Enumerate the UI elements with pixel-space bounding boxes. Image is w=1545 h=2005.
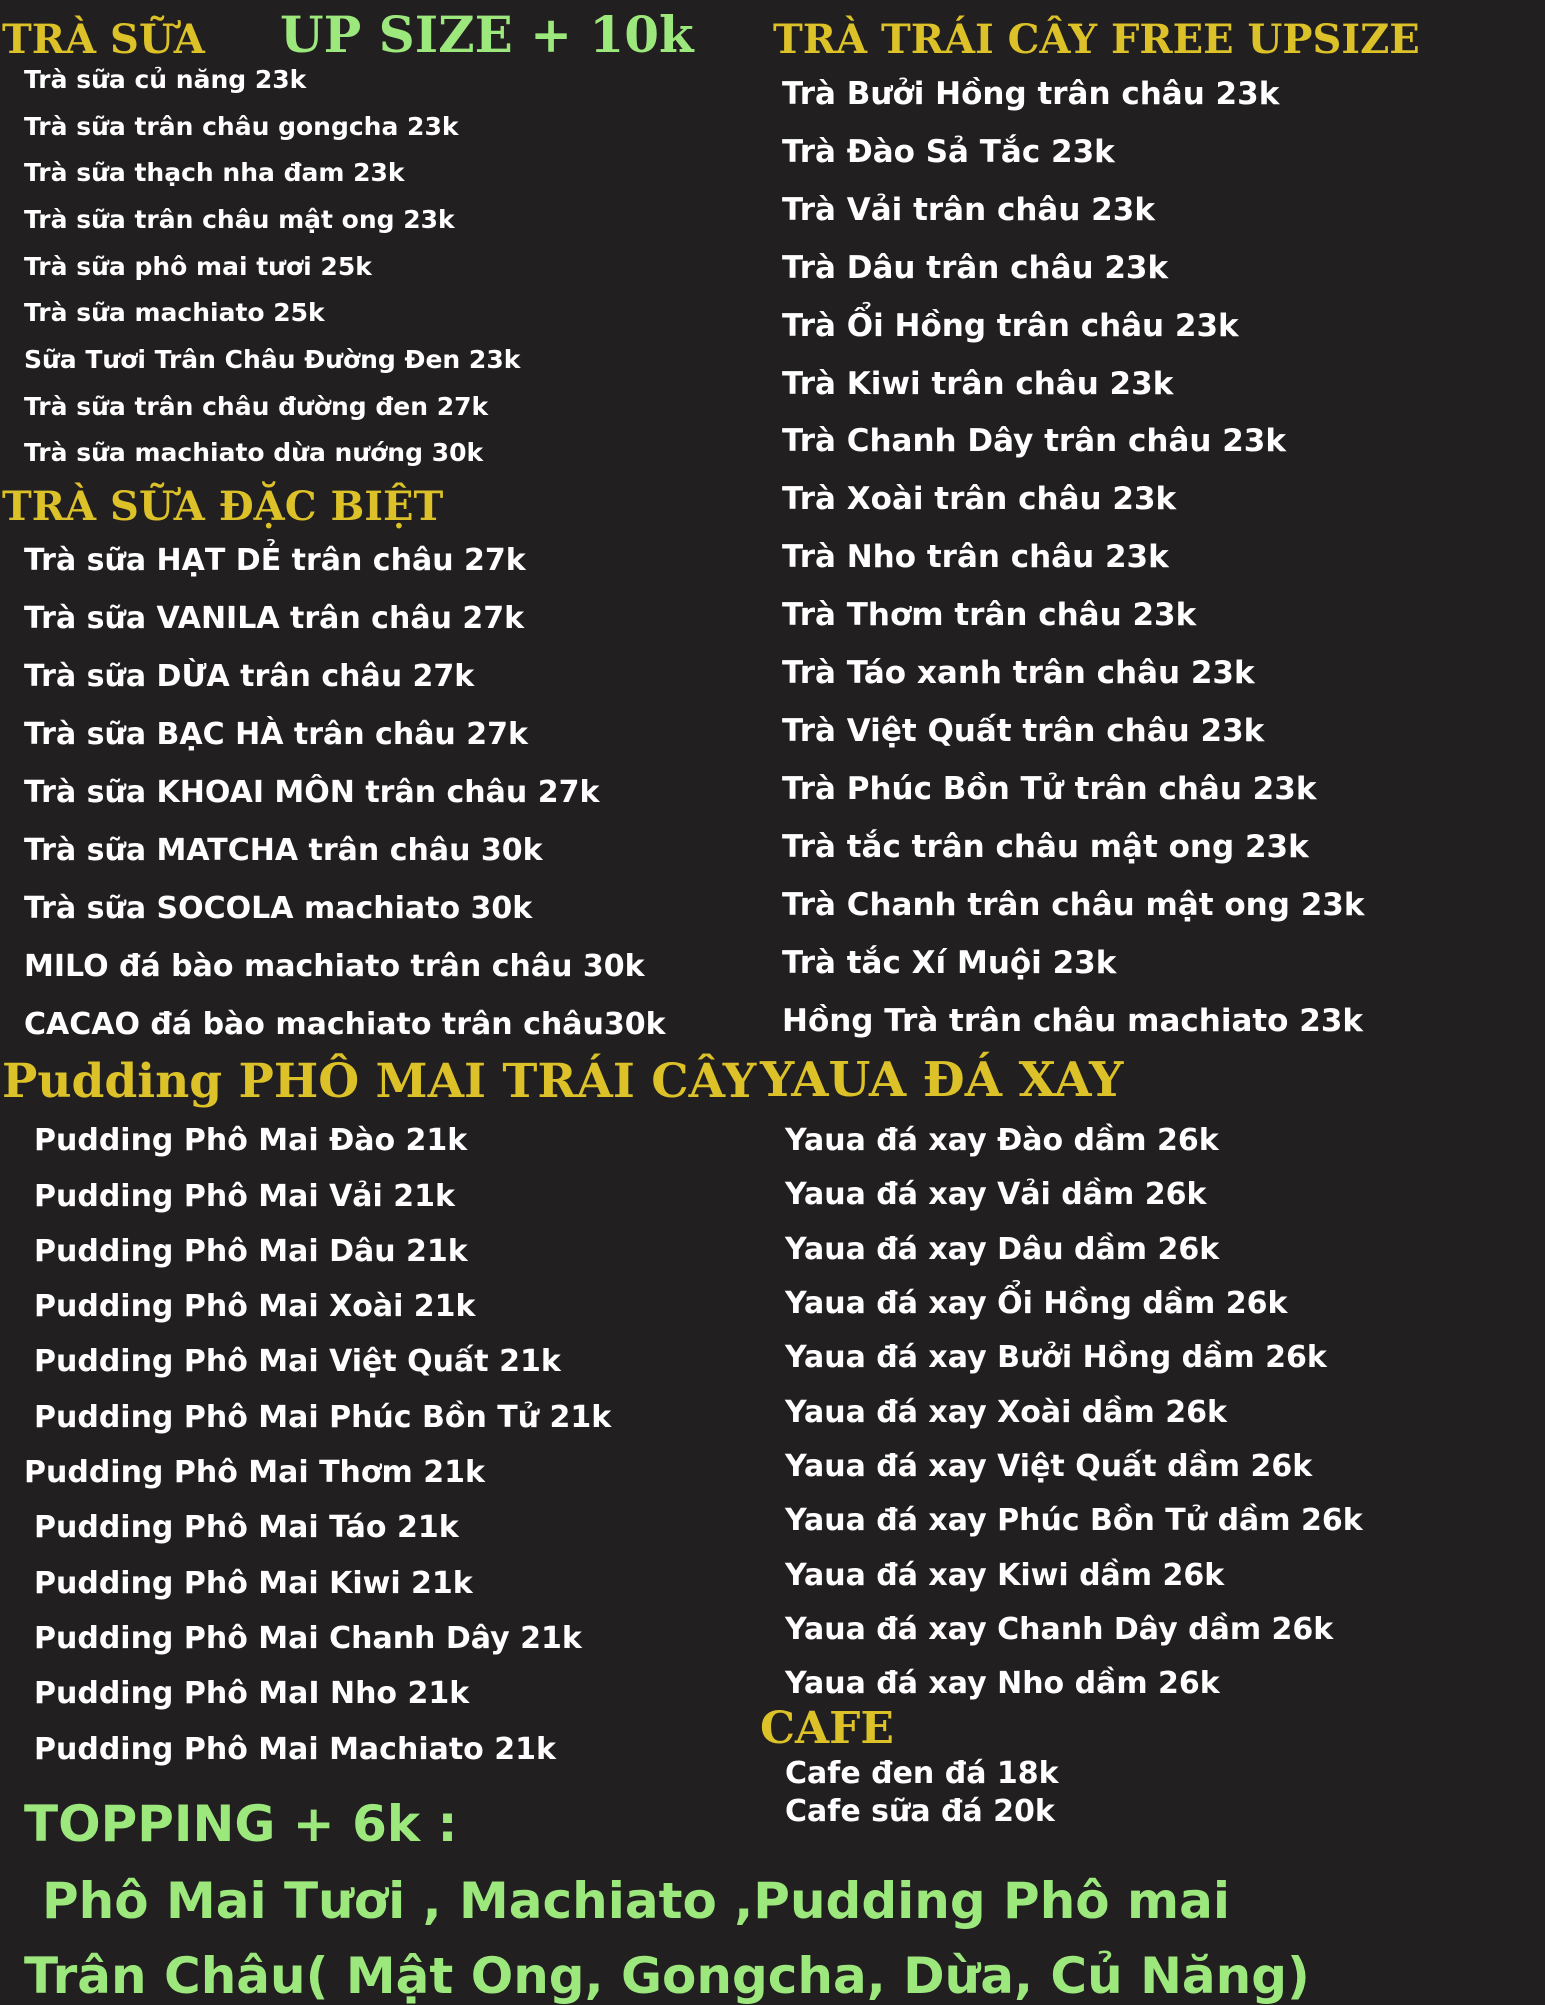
list-item: Trà sữa HẠT DẺ trân châu 27k <box>24 543 526 578</box>
list-item: Pudding Phô Mai Kiwi 21k <box>34 1566 473 1601</box>
list-item: Trà sữa thạch nha đam 23k <box>24 158 405 187</box>
list-item: Yaua đá xay Dâu dầm 26k <box>785 1232 1220 1267</box>
list-item: Trà sữa DỪA trân châu 27k <box>24 659 475 694</box>
list-item: Trà Chanh trân châu mật ong 23k <box>782 887 1365 923</box>
list-item: Pudding Phô Mai Thơm 21k <box>24 1455 485 1490</box>
list-item: Yaua đá xay Phúc Bồn Tử dầm 26k <box>785 1503 1363 1538</box>
yaua-heading: YAUA ĐÁ XAY <box>760 1052 1124 1108</box>
list-item: Trà Thơm trân châu 23k <box>782 597 1197 633</box>
list-item: Hồng Trà trân châu machiato 23k <box>782 1003 1364 1039</box>
list-item: Yaua đá xay Bưởi Hồng dầm 26k <box>785 1340 1327 1375</box>
list-item: Trà Vải trân châu 23k <box>782 192 1155 228</box>
list-item: Pudding Phô Mai Việt Quất 21k <box>34 1344 561 1379</box>
list-item: Yaua đá xay Đào dầm 26k <box>785 1123 1219 1158</box>
list-item: Yaua đá xay Chanh Dây dầm 26k <box>785 1612 1334 1647</box>
tra-sua-heading: TRÀ SỮA <box>2 16 205 63</box>
list-item: Cafe sữa đá 20k <box>785 1794 1055 1829</box>
list-item: Pudding Phô Mai Machiato 21k <box>34 1732 556 1767</box>
list-item: Yaua đá xay Ổi Hồng dầm 26k <box>785 1286 1288 1321</box>
topping-line-2: Trân Châu( Mật Ong, Gongcha, Dừa, Củ Năng) <box>24 1947 1310 2005</box>
upsize-heading: UP SIZE + 10k <box>280 5 694 64</box>
list-item: Trà sữa KHOAI MÔN trân châu 27k <box>24 775 600 810</box>
list-item: Trà sữa trân châu đường đen 27k <box>24 392 489 421</box>
list-item: MILO đá bào machiato trân châu 30k <box>24 949 645 984</box>
topping-title: TOPPING + 6k : <box>24 1795 458 1853</box>
list-item: Trà Nho trân châu 23k <box>782 539 1169 575</box>
list-item: Cafe đen đá 18k <box>785 1756 1059 1791</box>
list-item: Trà sữa BẠC HÀ trân châu 27k <box>24 717 528 752</box>
list-item: Trà sữa MATCHA trân châu 30k <box>24 833 543 868</box>
list-item: Yaua đá xay Việt Quất dầm 26k <box>785 1449 1313 1484</box>
list-item: Yaua đá xay Xoài dầm 26k <box>785 1395 1227 1430</box>
list-item: Trà Chanh Dây trân châu 23k <box>782 423 1286 459</box>
topping-line-1: Phô Mai Tươi , Machiato ,Pudding Phô mai <box>42 1872 1231 1930</box>
cafe-heading: CAFE <box>760 1703 894 1754</box>
list-item: Yaua đá xay Kiwi dầm 26k <box>785 1558 1225 1593</box>
list-item: Trà Xoài trân châu 23k <box>782 481 1177 517</box>
list-item: Trà Táo xanh trân châu 23k <box>782 655 1255 691</box>
list-item: Trà Dâu trân châu 23k <box>782 250 1169 286</box>
list-item: Pudding Phô MaI Nho 21k <box>34 1676 470 1711</box>
list-item: Pudding Phô Mai Phúc Bồn Tử 21k <box>34 1400 612 1435</box>
list-item: Pudding Phô Mai Xoài 21k <box>34 1289 476 1324</box>
list-item: Trà Kiwi trân châu 23k <box>782 366 1174 402</box>
list-item: Yaua đá xay Nho dầm 26k <box>785 1666 1220 1701</box>
list-item: Trà tắc trân châu mật ong 23k <box>782 829 1309 865</box>
tra-sua-dac-biet-heading: TRÀ SỮA ĐẶC BIỆT <box>2 483 444 530</box>
list-item: CACAO đá bào machiato trân châu30k <box>24 1007 666 1042</box>
list-item: Trà sữa SOCOLA machiato 30k <box>24 891 533 926</box>
pudding-heading: Pudding PHÔ MAI TRÁI CÂY <box>2 1054 757 1109</box>
list-item: Trà sữa VANILA trân châu 27k <box>24 601 525 636</box>
list-item: Pudding Phô Mai Dâu 21k <box>34 1234 468 1269</box>
list-item: Trà sữa phô mai tươi 25k <box>24 252 372 281</box>
list-item: Trà Bưởi Hồng trân châu 23k <box>782 76 1280 112</box>
list-item: Pudding Phô Mai Chanh Dây 21k <box>34 1621 582 1656</box>
list-item: Pudding Phô Mai Táo 21k <box>34 1510 459 1545</box>
list-item: Trà tắc Xí Muội 23k <box>782 945 1117 981</box>
list-item: Trà sữa trân châu gongcha 23k <box>24 112 459 141</box>
list-item: Trà Ổi Hồng trân châu 23k <box>782 308 1239 344</box>
list-item: Trà sữa trân châu mật ong 23k <box>24 205 455 234</box>
list-item: Sữa Tươi Trân Châu Đường Đen 23k <box>24 345 521 374</box>
list-item: Trà sữa củ năng 23k <box>24 65 307 94</box>
list-item: Trà Việt Quất trân châu 23k <box>782 713 1265 749</box>
list-item: Trà Phúc Bồn Tử trân châu 23k <box>782 771 1317 807</box>
list-item: Trà Đào Sả Tắc 23k <box>782 134 1115 170</box>
tra-trai-cay-heading: TRÀ TRÁI CÂY FREE UPSIZE <box>773 16 1420 63</box>
list-item: Yaua đá xay Vải dầm 26k <box>785 1177 1207 1212</box>
list-item: Pudding Phô Mai Vải 21k <box>34 1179 455 1214</box>
list-item: Trà sữa machiato 25k <box>24 298 325 327</box>
list-item: Pudding Phô Mai Đào 21k <box>34 1123 468 1158</box>
list-item: Trà sữa machiato dừa nướng 30k <box>24 438 484 467</box>
